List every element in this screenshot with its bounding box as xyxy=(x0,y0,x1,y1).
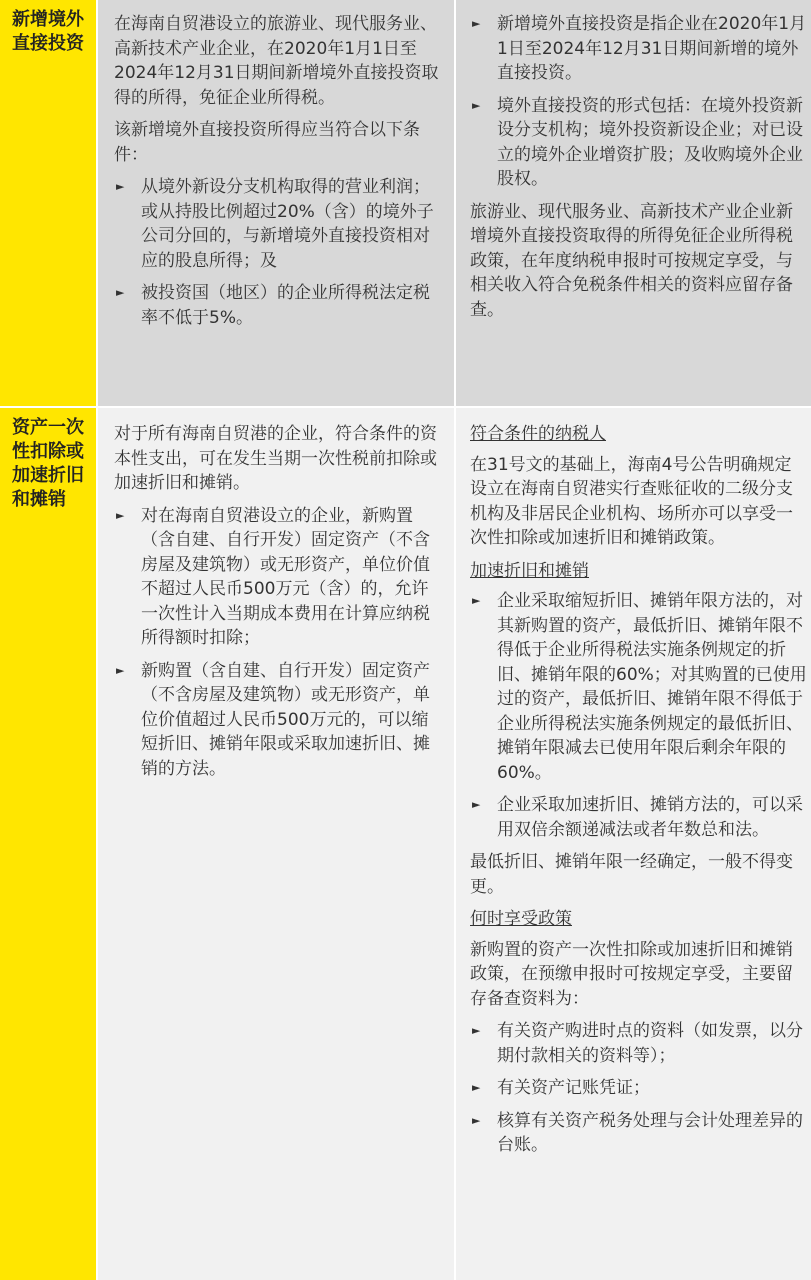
bullet-arrow-icon: ► xyxy=(116,180,125,193)
list-item: ► 新增境外直接投资是指企业在2020年1月1日至2024年12月31日期间新增的境外直接投资。 xyxy=(472,14,807,83)
list-item: ► 境外直接投资的形式包括：在境外投资新设分支机构；境外投资新设企业；对已设立的境外企业增资扩股；及收购境外企业股权。 xyxy=(472,95,803,189)
section-heading: 加速折旧和摊销 xyxy=(470,560,589,581)
bullet-arrow-icon: ► xyxy=(472,17,481,30)
bullet-arrow-icon: ► xyxy=(116,286,125,299)
list-item: ► 企业采取加速折旧、摊销方法的，可以采用双倍余额递减法或者年数总和法。 xyxy=(472,795,803,840)
list-item: ► 被投资国（地区）的企业所得税法定税率不低于5%。 xyxy=(116,283,430,328)
section-heading: 何时享受政策 xyxy=(470,909,572,929)
list-item: ► 有关资产购进时点的资料（如发票，以分期付款相关的资料等）； xyxy=(472,1021,803,1066)
condition-list xyxy=(114,175,444,330)
policy-notes-cell xyxy=(456,0,811,408)
list-item: ► 新购置（含自建、自行开发）固定资产（不含房屋及建筑物）或无形资产，单位价值超过人民币500万元的，可以缩短折旧、摊销年限或采取加速折旧、摊销的方法。 xyxy=(116,660,430,779)
condition-list xyxy=(114,504,444,782)
notes-paragraph: 在31号文的基础上，海南4号公告明确规定设立在海南自贸港实行查账征收的二级分支机构及非居民企业机构、场所亦可以享受一次性扣除或加速折旧和摊销政策。 xyxy=(470,454,793,548)
notes-paragraph: 新购置的资产一次性扣除或加速折旧和摊销政策，在预缴申报时可按规定享受，主要留存备查资料为： xyxy=(470,939,793,1009)
description-paragraph: 在海南自贸港设立的旅游业、现代服务业、高新技术产业企业，在2020年1月1日至2024年12月31日期间新增境外直接投资取得的所得，免征企业所得税。 xyxy=(114,14,439,108)
list-item: ► 企业采取缩短折旧、摊销年限方法的，对其新购置的资产，最低折旧、摊销年限不得低于企业所得税法实施条例规定的折旧、摊销年限的60%；对其购置的已使用过的资产，最低折旧、摊销年限不得低于企业所得税法实施条例规定的最低折旧、摊销年限减去已使用年限后剩余年限的60%。 xyxy=(472,591,807,783)
bullet-arrow-icon: ► xyxy=(472,1113,481,1127)
policy-notes-cell xyxy=(456,408,811,1280)
description-paragraph: 对于所有海南自贸港的企业，符合条件的资本性支出，可在发生当期一次性税前扣除或加速折旧和摊销。 xyxy=(114,424,437,493)
bullet-arrow-icon: ► xyxy=(116,508,125,522)
section-heading: 符合条件的纳税人 xyxy=(470,424,606,444)
policy-description-cell xyxy=(98,0,454,408)
bullet-arrow-icon: ► xyxy=(472,1081,481,1094)
list-item: ► 核算有关资产税务处理与会计处理差异的台账。 xyxy=(472,1110,803,1155)
bullet-arrow-icon: ► xyxy=(472,798,481,811)
list-item: ► 有关资产记账凭证； xyxy=(470,1076,807,1101)
bullet-arrow-icon: ► xyxy=(116,663,125,677)
table-row xyxy=(0,408,811,1280)
bullet-arrow-icon: ► xyxy=(472,594,481,607)
bullet-arrow-icon: ► xyxy=(472,1024,481,1037)
notes-list xyxy=(470,1019,807,1158)
bullet-arrow-icon: ► xyxy=(472,98,481,112)
policy-description-cell xyxy=(98,408,454,1280)
notes-paragraph: 最低折旧、摊销年限一经确定，一般不得变更。 xyxy=(470,852,793,897)
notes-list xyxy=(470,12,807,192)
list-item: ► 对在海南自贸港设立的企业，新购置（含自建、自行开发）固定资产（不含房屋及建筑物）或无形资产，单位价值不超过人民币500万元（含）的，允许一次性计入当期成本费用在计算应纳税所得额时扣除； xyxy=(116,505,430,648)
notes-list xyxy=(470,589,807,842)
description-paragraph: 该新增境外直接投资所得应当符合以下条件： xyxy=(114,120,420,165)
row-label: 新增境外直接投资 xyxy=(0,0,96,408)
row-label: 资产一次性扣除或加速折旧和摊销 xyxy=(0,408,96,1280)
table-row xyxy=(0,0,811,408)
notes-paragraph: 旅游业、现代服务业、高新技术产业企业新增境外直接投资取得的所得免征企业所得税政策，在年度纳税申报时可按规定享受，与相关收入符合免税条件相关的资料应留存备查。 xyxy=(470,201,793,320)
list-item: ► 从境外新设分支机构取得的营业利润；或从持股比例超过20%（含）的境外子公司分回的，与新增境外直接投资相对应的股息所得；及 xyxy=(116,177,434,271)
